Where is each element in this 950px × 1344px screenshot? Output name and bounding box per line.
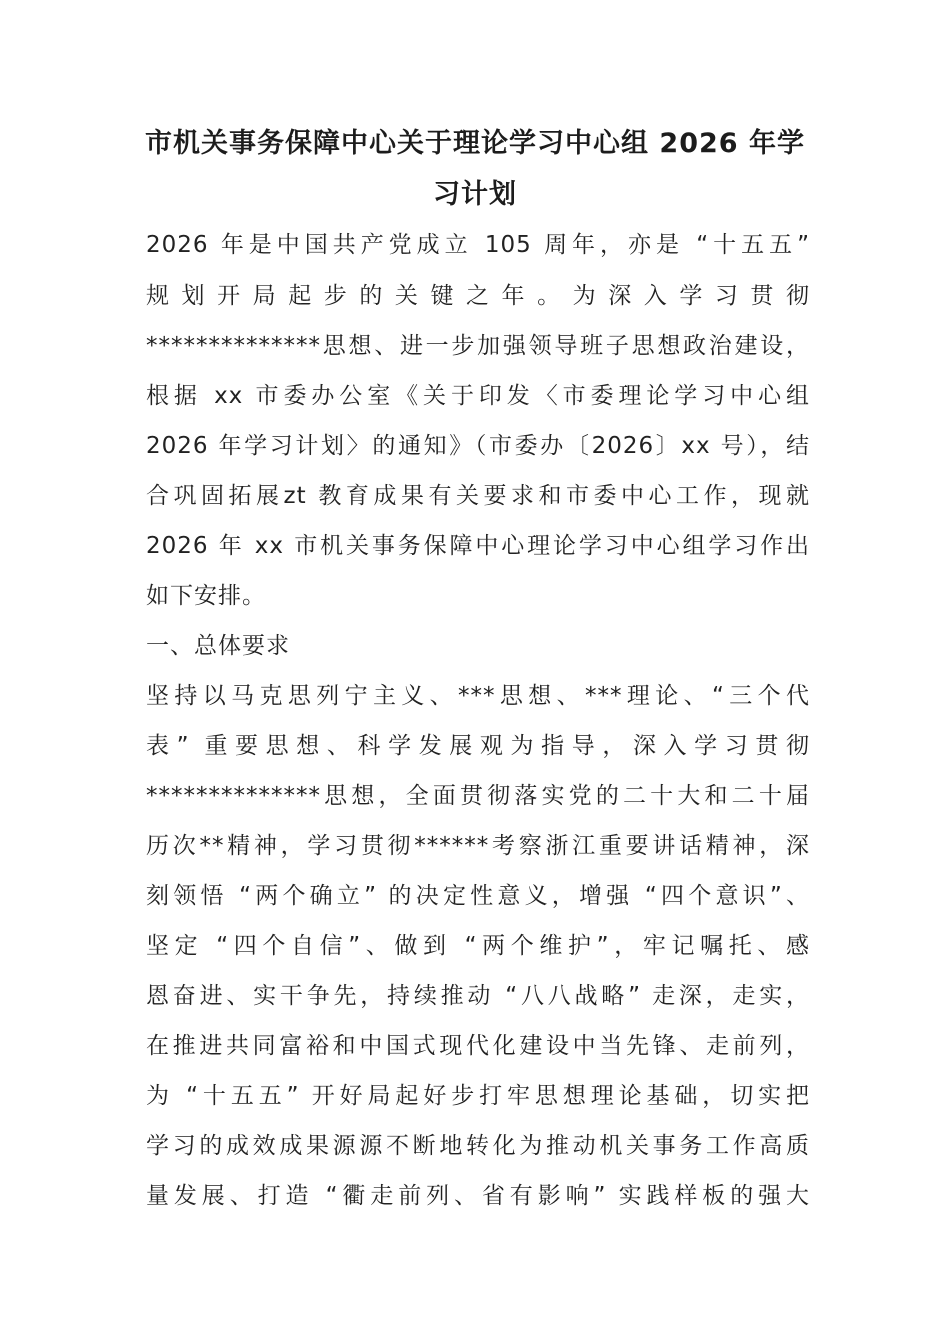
body-line: 2026 年是中国共产党成立 105 周年，亦是 “十五五”	[146, 232, 810, 258]
body-line: **************思想，全面贯彻落实党的二十大和二十届	[146, 783, 810, 809]
body-line: 合巩固拓展zt 教育成果有关要求和市委中心工作，现就	[146, 483, 810, 509]
body-line: 为 “十五五” 开好局起好步打牢思想理论基础，切实把	[146, 1083, 810, 1109]
body-line: 2026 年学习计划〉的通知》（市委办〔2026〕xx 号），结	[146, 433, 810, 459]
body-line: 坚持以马克思列宁主义、***思想、***理论、“三个代	[146, 683, 810, 709]
document-title-line-2: 习计划	[433, 179, 517, 210]
body-line: 如下安排。	[146, 583, 266, 609]
body-line: 规 划 开 局 起 步 的 关 键 之 年 。 为 深 入 学 习 贯 彻	[146, 283, 810, 309]
body-line: 根据 xx 市委办公室《关于印发〈市委理论学习中心组	[146, 383, 810, 409]
body-line: 刻领悟 “两个确立” 的决定性意义，增强 “四个意识”、	[146, 883, 810, 909]
body-line: 历次**精神，学习贯彻******考察浙江重要讲话精神，深	[146, 833, 810, 859]
body-line: 在推进共同富裕和中国式现代化建设中当先锋、走前列，	[146, 1033, 810, 1059]
body-line: 表” 重要思想、科学发展观为指导，深入学习贯彻	[146, 733, 810, 759]
body-line: 坚定 “四个自信”、做到 “两个维护”，牢记嘱托、感	[146, 933, 810, 959]
body-line: 恩奋进、实干争先，持续推动 “八八战略” 走深，走实，	[146, 983, 810, 1009]
body-line: 2026 年 xx 市机关事务保障中心理论学习中心组学习作出	[146, 533, 810, 559]
document-title-line-1: 市机关事务保障中心关于理论学习中心组 2026 年学	[145, 128, 805, 159]
body-line: 量发展、打造 “衢走前列、省有影响” 实践样板的强大	[146, 1183, 810, 1209]
section-heading: 一、总体要求	[146, 633, 290, 659]
body-line: **************思想、进一步加强领导班子思想政治建设，	[146, 333, 810, 359]
body-line: 学习的成效成果源源不断地转化为推动机关事务工作高质	[146, 1133, 810, 1159]
